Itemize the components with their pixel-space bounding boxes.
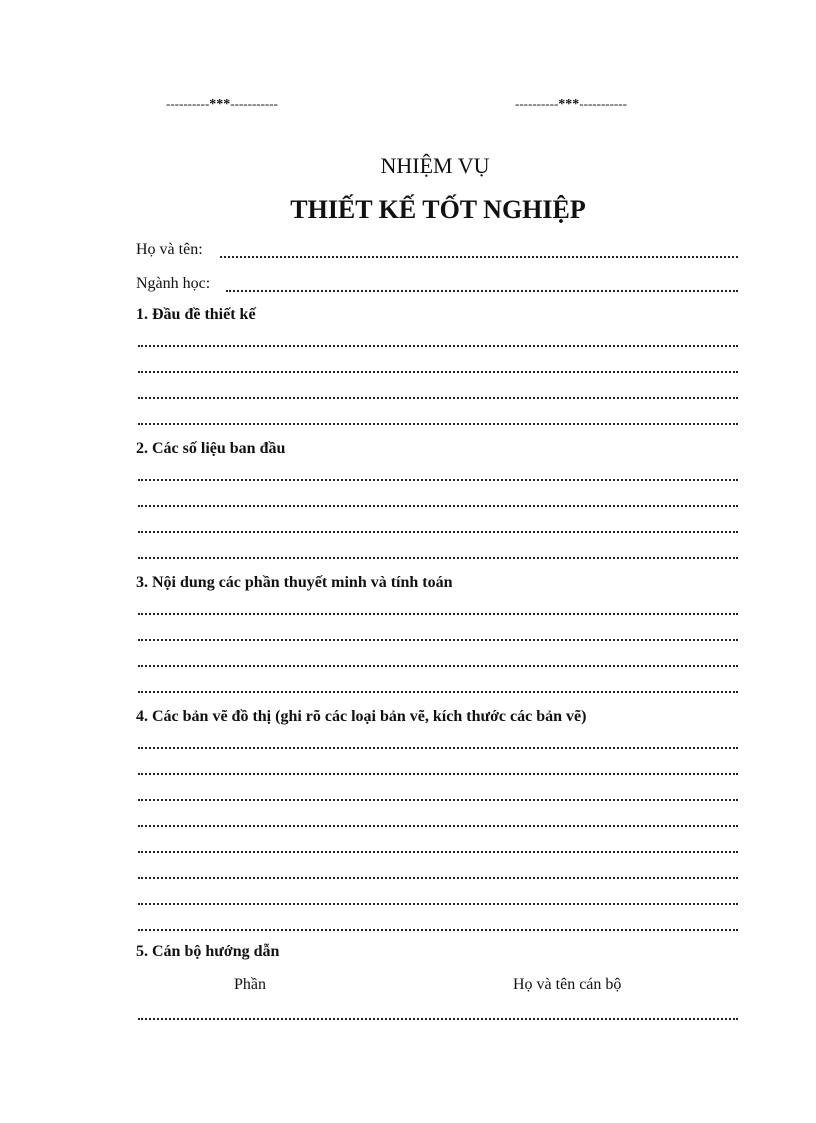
supervisor-column-part: Phần [234,976,266,993]
section-4-blank-line[interactable] [138,851,738,853]
section-heading-5: 5. Cán bộ hướng dẫn [136,943,280,960]
supervisor-column-name: Họ và tên cán bộ [513,976,622,993]
section-4-blank-line[interactable] [138,903,738,905]
section-2-blank-line[interactable] [138,557,738,559]
section-3-blank-line[interactable] [138,639,738,641]
major-label: Ngành học: [136,275,211,292]
section-3-blank-line[interactable] [138,613,738,615]
section-2-blank-line[interactable] [138,505,738,507]
section-4-blank-line[interactable] [138,773,738,775]
section-1-blank-line[interactable] [138,371,738,373]
section-4-blank-line[interactable] [138,825,738,827]
document-title-line2: THIẾT KẾ TỐT NGHIỆP [290,195,586,224]
section-4-blank-line[interactable] [138,877,738,879]
section-1-blank-line[interactable] [138,423,738,425]
section-heading-3: 3. Nội dung các phần thuyết minh và tính toán [136,574,453,591]
document-title-line1: NHIỆM VỤ [380,153,490,178]
section-4-blank-line[interactable] [138,929,738,931]
section-4-blank-line[interactable] [138,799,738,801]
header-decoration-left [166,96,278,113]
section-1-blank-line[interactable] [138,397,738,399]
name-label: Họ và tên: [136,241,203,258]
major-fill-line[interactable] [226,290,738,292]
decoration-stars: *** [558,97,580,112]
section-heading-2: 2. Các số liệu ban đầu [136,440,286,457]
section-4-blank-line[interactable] [138,747,738,749]
name-fill-line[interactable] [220,256,738,258]
section-3-blank-line[interactable] [138,665,738,667]
section-heading-4: 4. Các bản vẽ đồ thị (ghi rõ các loại bản vẽ, kích thước các bản vẽ) [136,708,587,725]
decoration-dashes: ---------- [166,96,210,111]
decoration-dashes: ---------- [515,96,559,111]
section-2-blank-line[interactable] [138,531,738,533]
decoration-stars: *** [209,97,231,112]
section-2-blank-line[interactable] [138,479,738,481]
header-decoration-right [515,96,627,113]
section-5-blank-line[interactable] [138,1018,738,1020]
decoration-dashes: ----------- [230,96,278,111]
decoration-dashes: ----------- [579,96,627,111]
section-heading-1: 1. Đầu đề thiết kế [136,306,256,323]
section-1-blank-line[interactable] [138,345,738,347]
section-3-blank-line[interactable] [138,691,738,693]
